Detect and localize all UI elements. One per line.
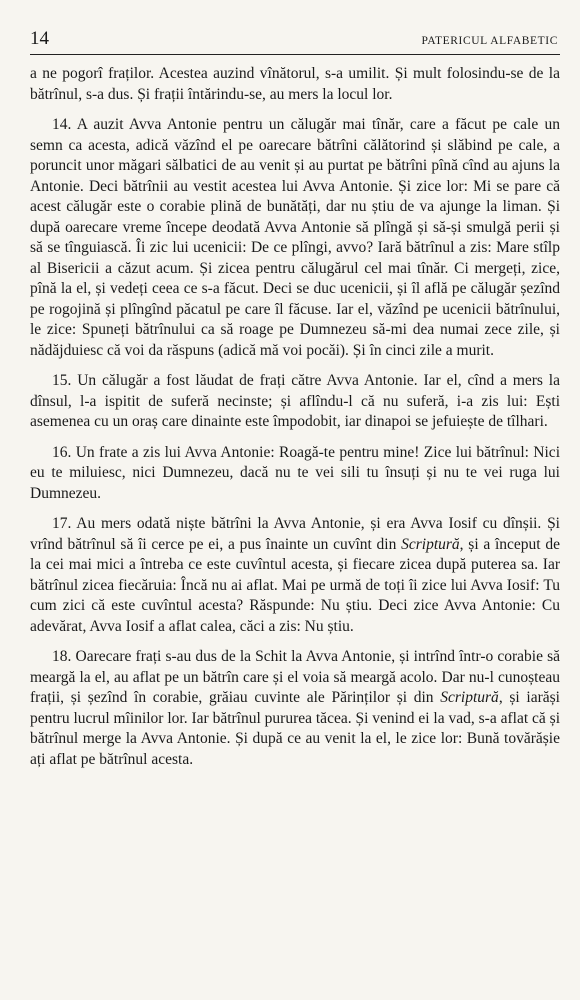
italic-scripture: Scriptură bbox=[401, 535, 460, 553]
paragraph-continuation bbox=[30, 64, 560, 105]
paragraph-text: 14. A auzit Avva Antonie pentru un călugăr mai tînăr, care a făcut pe cale un semn ca acesta, adică văzînd el pe oarecare bătrîni călătorind și slăbind pe cale, a poruncit unor măgari sălbatici de au venit și au purtat pe bătrîni pînă cînd au ajuns la Antonie. Deci bătrînii au vestit acestea lui Avva Antonie. Și zice lor: Mi se pare că acest călugăr este o corabie plină de bunătăți, dar nu știu de va ajunge la liman. Și după oarecare vreme începe deodată Avva Antonie să plîngă și să-și smulgă perii și să se tînguiască. Îi zic lui ucenicii: De ce plîngi, avvo? Iară bătrînul a zis: Mare stîlp al Bisericii a căzut acum. Și zicea pentru călugărul cel mai tînăr. Ci mergeți, zice, pînă la el, și vedeți ceea ce s-a făcut. Deci se duc ucenicii, și îl află pe călugăr șezînd pe rogojină și plîngînd păcatul pe care îl făcuse. Iar el, văzînd pe ucenicii bătrînului, le zice: Spuneți bătrînului ca să roage pe Dumnezeu să-mi dea numai zece zile, și nădăjduiesc că voi da răspuns (adică mă voi pocăi). Și în cinci zile a murit. bbox=[30, 116, 560, 359]
paragraph-text: 15. Un călugăr a fost lăudat de frați către Avva Antonie. Iar el, cînd a mers la dînsul, l-a ispitit de suferă necinste; și aflîndu-l că nu suferă, i-a zis lui: Ești asemenea cu un oraș care dinainte este împodobit, iar dinapoi se jefuiește de tîlhari. bbox=[30, 372, 560, 430]
paragraph-14 bbox=[30, 115, 560, 361]
paragraph-text: a ne pogorî fraților. Acestea auzind vînătorul, s-a umilit. Și mult folosindu-se de la bătrînul, s-a dus. Și frații întărindu-se, au mers la locul lor. bbox=[30, 65, 560, 103]
paragraph-15 bbox=[30, 371, 560, 433]
paragraph-text: , și a început de la cei mai mici a întreba ce este cuvîntul acesta, și fiecare zicea după puterea sa. Iar bătrînul zicea fiecăruia: Încă nu ai aflat. Mai pe urmă de toți îi zice lui Avva Iosif: Tu cum zici că este cuvîntul acesta? Răspunde: Nu știu. Deci zice Avva Antonie: Cu adevărat, Avva Iosif a aflat calea, căci a zis: Nu știu. bbox=[30, 535, 560, 635]
paragraph-text: , și iarăși pentru lucrul mîinilor lor. Iar bătrînul pururea tăcea. Și venind ei la vad, s-a aflat că și bătrînul merge la Avva Antonie. Și după ce au venit la el, le zice lor: Bună tovărășie ați aflat pe bătrînul acesta. bbox=[30, 689, 560, 768]
paragraph-18 bbox=[30, 647, 560, 770]
page-number: 14 bbox=[30, 28, 49, 49]
paragraph-16 bbox=[30, 443, 560, 505]
paragraph-text: 16. Un frate a zis lui Avva Antonie: Roagă-te pentru mine! Zice lui bătrînul: Nici eu te miluiesc, nici Dumnezeu, dacă nu te vei sili tu însuți și nu te vei ruga lui Dumnezeu. bbox=[30, 443, 560, 502]
paragraph-text: 18. Oarecare frați s-au dus de la Schit la Avva Antonie, și intrînd într-o corabie să meargă la el, au aflat pe un bătrîn care și el voia să meargă acolo. Dar nu-l cunoșteau frații, și șezînd în corabie, grăiau cuvinte ale Părinților și din bbox=[30, 648, 560, 706]
paragraph-text: 17. Au mers odată niște bătrîni la Avva Antonie, și era Avva Iosif cu dînșii. Și vrînd bătrînul să îi cerce pe ei, a pus înainte un cuvînt din bbox=[30, 515, 560, 553]
body-text bbox=[30, 64, 560, 770]
page-header bbox=[30, 28, 560, 55]
paragraph-17 bbox=[30, 514, 560, 637]
italic-scripture: Scriptură bbox=[440, 689, 499, 706]
running-title: PATERICUL ALFABETIC bbox=[421, 35, 558, 47]
